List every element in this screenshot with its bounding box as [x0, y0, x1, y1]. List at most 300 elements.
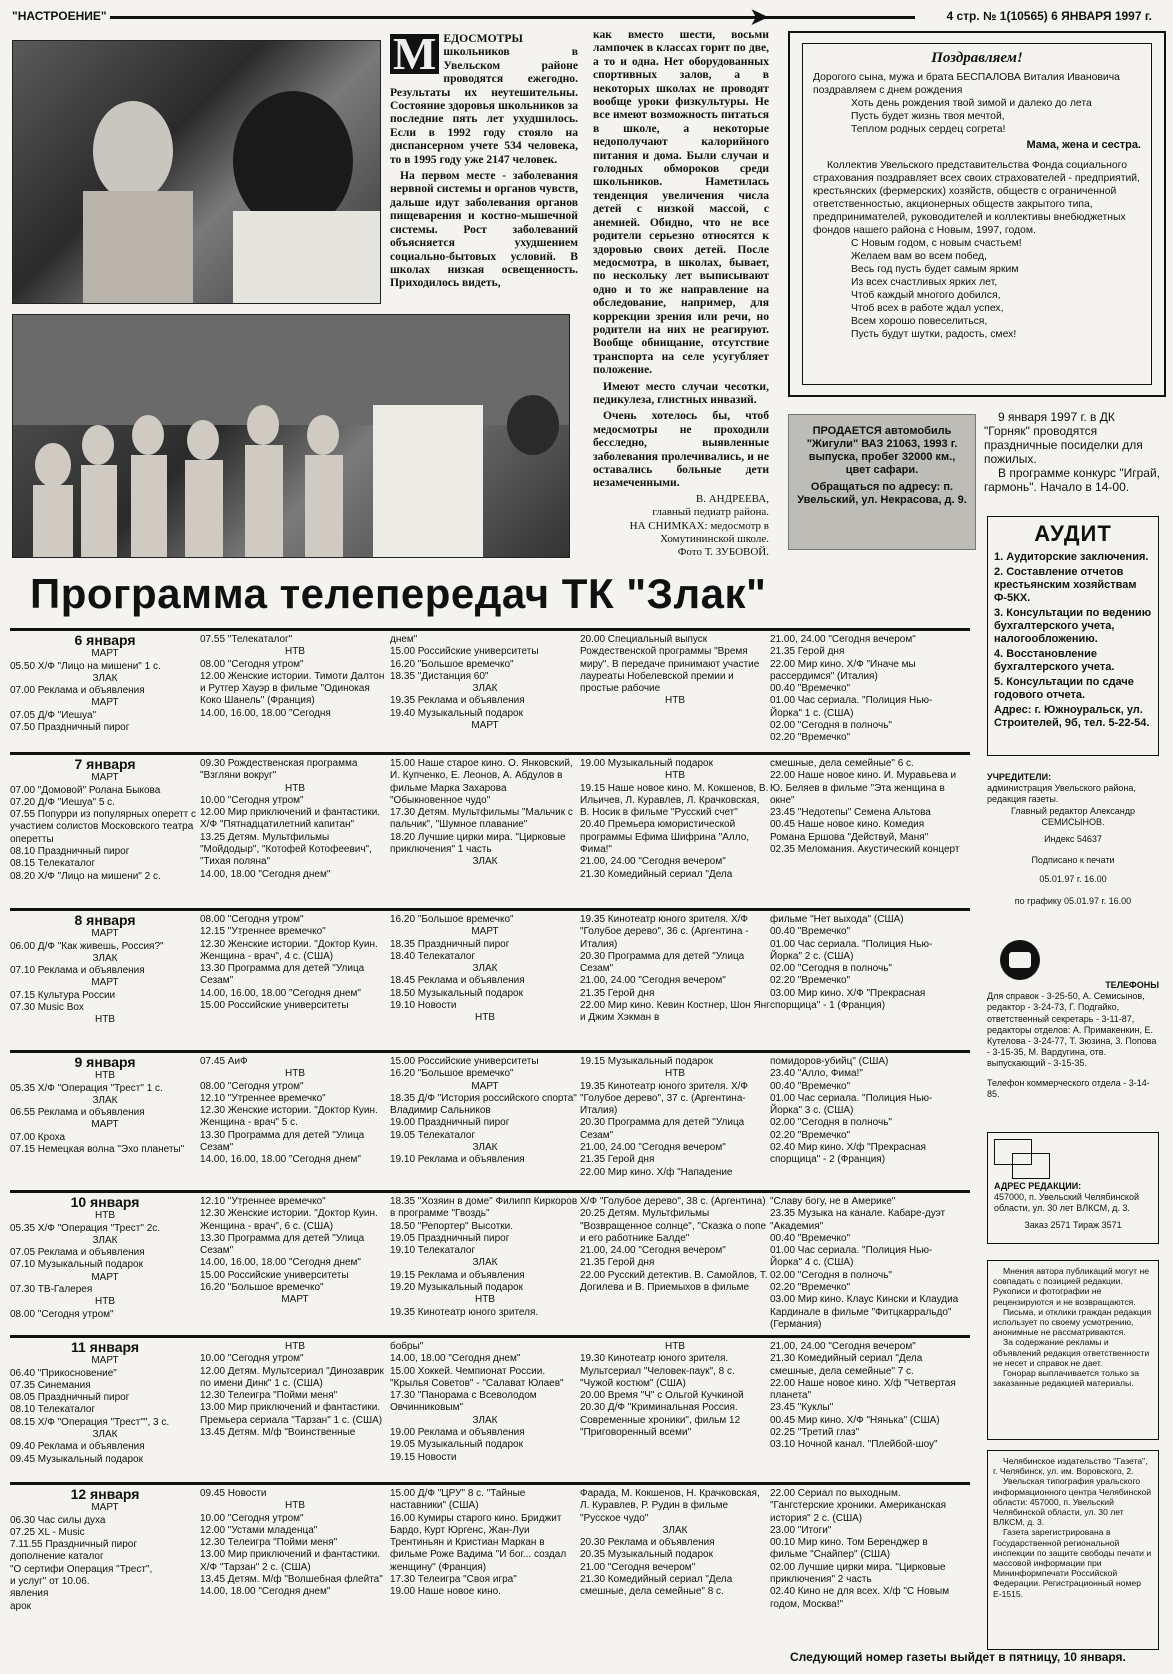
tv-listing: 21.00, 24.00 "Сегодня вечером" [770, 634, 916, 645]
tv-listing: 12.00 Детям. Мультсериал "Динозаврик по имени Динк" 1 с. (США) [200, 1365, 384, 1389]
tv-listing: Х/Ф "Голубое дерево", 38 с. (Аргентина) [580, 1196, 766, 1207]
tv-listing: 21.35 Герой дня [580, 1154, 655, 1166]
tv-column [390, 1056, 580, 1167]
photo-schoolchildren [12, 314, 570, 558]
tv-listing: 06.00 Д/Ф "Как живешь, Россия?" [10, 940, 164, 952]
tv-listing: 02.20 "Времечко" [770, 1129, 851, 1141]
tv-listing: 02.20 "Времечко" [770, 975, 851, 987]
tv-listing: Фарада, М. Кокшенов, Н. Крачковская, Л. Куравлев, Р. Рудин в фильме "Русское чудо" [580, 1488, 760, 1524]
tv-listing: 18.20 Лучшие цирки мира. "Цирковые приключения" 1 часть [390, 831, 566, 856]
tv-listing: 02.40 Кино не для всех. Х/ф "С Новым годом, Москва!" [770, 1586, 950, 1610]
tv-channel-label: ЗЛАК [472, 856, 498, 868]
tv-channel-label: ЗЛАК [92, 1429, 118, 1441]
tv-listing: 15.00 Российские университеты [390, 646, 539, 658]
tv-listing: 17.30 Телеигра "Своя игра" [390, 1574, 517, 1586]
tv-column [580, 758, 770, 881]
tv-listing: 14.00, 16.00, 18.00 "Сегодня днем" [200, 1154, 361, 1166]
tv-listing: 19.00 Реклама и объявления [390, 1427, 525, 1439]
tv-listing: днем" [390, 634, 418, 645]
tv-listing: 07.30 Music Box [10, 1002, 84, 1014]
tv-channel-label: НТВ [285, 1500, 305, 1512]
tv-listing: 08.10 Праздничный пирог [10, 846, 130, 858]
tv-listing: 08.05 Праздничный пирог [10, 1392, 130, 1404]
tv-column [580, 1341, 770, 1439]
tv-column [770, 1341, 960, 1452]
tv-listing: 16.20 "Большое времечко" [390, 1068, 514, 1080]
tv-listing: 12.15 "Утреннее времечко" [200, 926, 326, 938]
poem-line: Из всех счастливых ярких лет, [851, 277, 998, 288]
tv-date: 8 января [74, 912, 136, 928]
tv-date: 10 января [70, 1194, 140, 1210]
tv-listing: 15.00 Д/Ф "ЦРУ" 8 с. "Тайные наставники" (США) [390, 1488, 526, 1512]
tv-listing: явления [10, 1588, 49, 1600]
poem-line: Желаем вам во всем побед, [851, 251, 987, 262]
founders-text: администрация Увельского района, редакция газеты. [987, 783, 1136, 805]
issue-info: 4 стр. № 1(10565) 6 ЯНВАРЯ 1997 г. [946, 9, 1152, 23]
tv-listing: 19.35 Кинотеатр юного зрителя. Х/Ф "Голубое дерево", 37 с. (Аргентина-Италия) [580, 1080, 749, 1117]
tv-column [10, 1341, 200, 1466]
tv-listing: 00.40 "Времечко" [770, 683, 851, 695]
section-name: "НАСТРОЕНИЕ" [12, 9, 107, 23]
tv-listing: 19.00 Музыкальный подарок [580, 758, 713, 769]
tv-listing: 15.00 Российские университеты [390, 1056, 539, 1067]
tv-listing: 10.00 "Сегодня утром" [200, 794, 304, 806]
tv-listing: 17.30 Детям. Мультфильмы "Мальчик с пальчик", "Шумное плавание" [390, 807, 573, 831]
tv-listing: 07.15 Немецкая волна "Эхо планеты" [10, 1144, 185, 1156]
greeting-box [788, 31, 1166, 397]
note: За содержание рекламы и объявлений редакция ответственности не несет и справок не дает. [993, 1337, 1150, 1368]
tv-listing: 07.15 Культура России [10, 989, 116, 1001]
tv-channel-label: НТВ [475, 1294, 495, 1306]
tv-listing: 19.05 Музыкальный подарок [390, 1439, 523, 1451]
tv-column [770, 1196, 960, 1331]
header-ornament-icon: ➤ [750, 4, 769, 29]
tv-listing: 22.00 Мир кино. Х/Ф "Иначе мы рассердимся" (Италия) [770, 658, 916, 682]
tv-listing: 22.00 Наше новое кино. И. Муравьева и Ю. Беляев в фильме "Эта женщина в окне" [770, 770, 957, 806]
tv-listing: 16.00 Кумиры старого кино. Бриджит Бардо, Курт Юргенс, Жан-Луи Трентиньян и Кристиан Маркан в фильме Роже Вадима "И бог... создал женщину" (Франция) [390, 1512, 567, 1573]
tv-channel-label: МАРТ [281, 1294, 309, 1306]
tv-column [200, 914, 390, 1012]
tv-listing: 20.25 Детям. Мультфильмы "Возвращенное солнце", "Сказка о попе и его работнике Балде" [580, 1208, 767, 1244]
tv-column [770, 1056, 960, 1167]
tv-listing: 06.40 "Прикосновение" [10, 1367, 117, 1379]
tv-listing: 16.20 "Большое времечко" [200, 1282, 324, 1294]
tv-listing: 21.35 Герой дня [580, 1257, 655, 1269]
tv-listing: 08.20 Х/Ф "Лицо на мишени" 2 с. [10, 870, 161, 882]
tv-listing: 03.00 Мир кино. Х/Ф "Прекрасная спорщица" - 1 (Франция) [770, 987, 926, 1012]
tv-column [200, 1056, 390, 1167]
tv-listing: 07.50 Праздничный пирог [10, 722, 130, 734]
car-ad-contact: Обращаться по адресу: п. Увельский, ул. Некрасова, д. 9. [797, 481, 967, 506]
tv-day-block [10, 752, 970, 911]
tv-listing: 02.20 "Времечко" [770, 732, 851, 744]
tv-listing: 19.35 Реклама и объявления [390, 695, 525, 707]
tv-listing: 13.30 Программа для детей "Улица Сезам" [200, 1129, 365, 1154]
index-line: Индекс 54637 [1044, 834, 1102, 845]
dk-notice-text-2: В программе конкурс "Играй, гармонь". Начало в 14-00. [984, 466, 1161, 494]
article-p5: Очень хотелось бы, чтоб медосмотры не проходили бесследно, выявленные заболевания пролечивались, и не оставались больные дети незамеченными. [593, 409, 769, 490]
tv-channel-label: ЗЛАК [472, 683, 498, 695]
photo-children-line-icon [13, 315, 569, 557]
tv-listing: 19.15 Музыкальный подарок [580, 1056, 713, 1067]
tv-channel-label: МАРТ [471, 926, 499, 938]
tv-listing: 20.00 Время "Ч" с Ольгой Кучкиной [580, 1390, 744, 1402]
tv-channel-label: НТВ [665, 1341, 685, 1352]
poem-line: Чтоб каждый многого добился, [851, 290, 1001, 301]
tv-column [390, 914, 580, 1025]
tv-channel-label: НТВ [285, 1341, 305, 1352]
tv-listing: 05.50 Х/Ф "Лицо на мишени" 1 с. [10, 660, 161, 672]
tv-column [580, 1196, 770, 1294]
tv-channel-label: ЗЛАК [662, 1524, 688, 1536]
tv-listing: 19.40 Музыкальный подарок [390, 707, 523, 719]
tv-listing: 18.50 "Репортер" Высотки. [390, 1220, 514, 1232]
car-sale-ad [788, 414, 976, 550]
tv-listing: 15.00 Хоккей. Чемпионат России. "Крылья Советов" - "Салават Юлаев" [390, 1365, 564, 1389]
tv-column [200, 634, 390, 720]
tv-listing: арок [10, 1600, 32, 1612]
photo-medical-exam [12, 40, 381, 304]
tv-listing: 21.00, 24.00 "Сегодня вечером" [770, 1341, 916, 1352]
tv-listing: 00.10 Мир кино. Том Беренджер в фильме "Снайпер" (США) [770, 1537, 928, 1561]
order-info: Заказ 2571 Тираж 3571 [1024, 1220, 1122, 1230]
tv-listing: и услуг" от 10.06. [10, 1576, 90, 1588]
header-rule [110, 16, 915, 19]
tv-column [10, 1488, 200, 1613]
poem-line: Пусть будут шутки, радость, смех! [851, 329, 1017, 340]
article-author: В. АНДРЕЕВА, [695, 492, 769, 505]
tv-channel-label: НТВ [285, 1068, 305, 1080]
tv-column [390, 758, 580, 869]
note: Гонорар выплачивается только за заказанные редакцией материалы. [993, 1368, 1139, 1389]
tv-listing: 09.30 Рождественская программа "Взгляни вокруг" [200, 758, 358, 782]
tv-listing: 07.55 Попурри из популярных оперетт с участием солистов Московского театра оперетты [10, 809, 197, 845]
tv-date: 7 января [74, 756, 136, 772]
tv-date: 9 января [74, 1054, 136, 1070]
tv-channel-label: ЗЛАК [92, 672, 118, 684]
tv-day-block [10, 1482, 970, 1655]
photo-boy-doctor-icon [13, 41, 380, 303]
tv-listing: 19.05 Праздничный пирог [390, 1232, 510, 1244]
audit-item: 3. Консультации по ведению бухгалтерского учета, налогообложению. [994, 607, 1152, 645]
article-p3: как вместо шести, восьми лампочек в классах горит по две, а то и одна. Нет оборудованных спортивных залов, а в некоторых школах не проводят вообще уроки физкультуры. Не все имеют возможность питаться в школе, а некоторые недополучают калорийного питания и дома. Были случаи и голодных обмороков среди школьников. Наметилась тенденция увеличения числа детей с низкой массой, с анемией. Обидно, что не все родители серьезно относятся к здоровью своих детей. После медосмотра, в школах, бывает, по нескольку лет выписывают одно и то же направление на обследование, например, для коррекции зрения или речи, но родители на них не реагируют. Вообще обнищание, отсутствие транспорта на селе усугубляет положение. [593, 28, 769, 377]
tv-day-block [10, 1050, 970, 1193]
tv-channel-label: МАРТ [91, 1502, 119, 1514]
tv-listing: 13.25 Детям. Мультфильмы "Мойдодыр", "Котофей Котофеевич", "Тихая поляна" [200, 831, 372, 868]
tv-listing: 02.25 "Третий глаз" [770, 1427, 860, 1439]
tv-listing: 20.35 Музыкальный подарок [580, 1549, 713, 1561]
tv-column [390, 1341, 580, 1464]
poem-line: С Новым годом, с новым счастьем! [851, 238, 1022, 249]
tv-listing: 20.30 Реклама и объявления [580, 1537, 715, 1549]
tv-date: 6 января [74, 632, 136, 648]
publisher-info [987, 1450, 1159, 1650]
greeting-signature: Мама, жена и сестра. [1026, 139, 1141, 151]
tv-channel-label: НТВ [475, 1012, 495, 1024]
tv-listing: 05.35 Х/Ф "Операция "Трест" 2с. [10, 1222, 161, 1234]
tv-listing: 18.45 Реклама и объявления [390, 975, 525, 987]
article-p1: ЕДОСМОТРЫ школьников в Увельском районе проводятся ежегодно. Результаты их неутешительны. Состояние здоровья школьников за последние пять лет ухудшилось. Если в 1992 году стояло на диспансерном учете 534 человека, то в 1995 году уже 2147 человек. [390, 32, 578, 166]
tv-column [580, 1056, 770, 1179]
tv-column [580, 634, 770, 708]
tv-listing: 07.25 XL - Music [10, 1526, 85, 1538]
tv-listing: 13.45 Детям. М/ф "Волшебная флейта" [200, 1574, 383, 1586]
tv-column [10, 758, 200, 883]
greeting-title: Поздравляем! [931, 50, 1023, 66]
editorial-notes [987, 1260, 1159, 1440]
article-author-role: главный педиатр района. [652, 506, 769, 519]
tv-listing: 05.35 Х/Ф "Операция "Трест" 1 с. [10, 1082, 163, 1094]
publisher-line: Челябинское издательство "Газета", г. Челябинск, ул. им. Воровского, 2. [993, 1456, 1148, 1477]
tv-listing: 07.05 Реклама и объявления [10, 1247, 145, 1259]
masthead-phones [987, 980, 1159, 1100]
tv-listing: 07.35 Синемания [10, 1379, 91, 1391]
greeting-poem-2 [813, 237, 1141, 341]
tv-listing: 08.00 "Сегодня утром" [200, 658, 304, 670]
tv-listing: 18.40 Телекаталог [390, 950, 476, 962]
dk-notice [984, 410, 1162, 494]
audit-title: АУДИТ [1034, 521, 1112, 546]
tv-listing: 22.00 Сериал по выходным. "Гангстерские хроники. Американская история" 2 с. (США) [770, 1488, 947, 1524]
tv-channel-label: НТВ [95, 1296, 115, 1308]
greeting-poem-1 [813, 97, 1141, 136]
phones-label: ТЕЛЕФОНЫ [1105, 980, 1159, 990]
tv-listing: 07.30 ТВ-Галерея [10, 1284, 93, 1296]
tv-column [390, 1488, 580, 1599]
tv-listing: 08.00 "Сегодня утром" [10, 1308, 114, 1320]
tv-listing: 02.00 Лучшие цирки мира. "Цирковые приключения" 2 часть [770, 1561, 946, 1586]
tv-listing: 12.00 Мир приключений и фантастики. Х/Ф "Пятнадцатилетний капитан" [200, 807, 381, 831]
tv-channel-label: МАРТ [91, 1355, 119, 1367]
tv-listing: 14.00, 16.00, 18.00 "Сегодня днем" [200, 987, 361, 999]
poem-line: Пусть будет жизнь твоя мечтой, [851, 111, 1005, 122]
tv-channel-label: МАРТ [91, 772, 119, 784]
tv-listing: 07.00 "Домовой" Ролана Быкова [10, 784, 161, 796]
tv-listing: 07.05 Д/Ф "Иешуа" [10, 709, 97, 721]
tv-listing: 15.00 Российские университеты [200, 1269, 349, 1281]
editor-line: Главный редактор Александр СЕМИСЫНОВ. [1010, 805, 1136, 827]
article-p4: Имеют место случаи чесотки, педикулеза, глистных инвазий. [593, 379, 769, 406]
tv-listing: 02.35 Меломания. Акустический концерт [770, 844, 960, 856]
article-col-1 [390, 28, 578, 293]
audit-ad [987, 516, 1159, 756]
tv-listing: 19.00 Наше новое кино. [390, 1586, 501, 1598]
tv-listing: 14.00, 18.00 "Сегодня днем" [200, 868, 331, 880]
tv-program-title: Программа телепередач ТК "Злак" [30, 570, 767, 617]
tv-listing: 07.00 Реклама и объявления [10, 685, 145, 697]
tv-listing: 07.55 "Телекаталог" [200, 634, 293, 645]
tv-column [770, 1488, 960, 1611]
tv-listing: 00.40 "Времечко" [770, 1080, 851, 1092]
tv-channel-label: НТВ [285, 646, 305, 658]
page-header [10, 6, 1160, 28]
tv-column [770, 758, 960, 856]
note: Мнения автора публикаций могут не совпадать с позицией редакции. Рукописи и фотографии не рецензируются и не возвращаются. [993, 1266, 1149, 1307]
tv-listing: 12.30 Телеигра "Пойми меня" [200, 1390, 338, 1402]
article-col-2 [593, 28, 769, 560]
tv-channel-label: ЗЛАК [92, 1234, 118, 1246]
tv-listing: бобры" [390, 1341, 424, 1352]
tv-channel-label: ЗЛАК [472, 1414, 498, 1426]
note: Письма, и отклики граждан редакция использует по своему усмотрению, анонимные не рассматриваются. [993, 1306, 1152, 1338]
tv-listing: 19.20 Музыкальный подарок [390, 1282, 523, 1294]
address-text: 457000, п. Увельский Челябинской области, ул. 30 лет ВЛКСМ, д. 3. [994, 1192, 1139, 1213]
tv-listing: 18.35 "Хозяин в доме" Филипп Киркоров в программе "Гвоздь" [390, 1196, 578, 1220]
tv-listing: 12.30 Женские истории. "Доктор Куин. Женщина - врач" 5 с. [200, 1105, 378, 1129]
tv-day-block [10, 628, 970, 755]
tv-listing: 06.30 Час силы духа [10, 1514, 106, 1526]
tv-listing: 13.00 Мир приключений и фантастики. Х/Ф "Тарзан" 2 с. (США) [200, 1549, 381, 1573]
tv-column [200, 1196, 390, 1307]
tv-column [10, 1196, 200, 1321]
tv-listing: 17.30 "Панорама с Всеволодом Овчинниковым" [390, 1390, 537, 1414]
tv-listing: 08.00 "Сегодня утром" [200, 914, 304, 925]
tv-column [770, 914, 960, 1012]
tv-listing: 07.00 Кроха [10, 1131, 66, 1143]
tv-column [390, 1196, 580, 1319]
tv-column [390, 634, 580, 732]
poem-line: Весь год пусть будет самым ярким [851, 264, 1019, 275]
tv-listing: 13.00 Мир приключений и фантастики. Премьера сериала "Тарзан" 1 с. (США) [200, 1402, 383, 1426]
tv-listing: 10.00 "Сегодня утром" [200, 1512, 304, 1524]
address-box [987, 1132, 1159, 1244]
audit-item: 4. Восстановление бухгалтерского учета. [994, 648, 1115, 673]
tv-listing: 18.35 "Дистанция 60" [390, 670, 489, 682]
tv-listing: 14.00, 16.00, 18.00 "Сегодня [200, 707, 331, 719]
tv-listing: 23.00 "Итоги" [770, 1524, 832, 1536]
poem-line: Чтоб всех в работе ждал успех, [851, 303, 1004, 314]
tv-listing: 19.15 Новости [390, 1451, 457, 1463]
tv-listing: 21.35 Герой дня [580, 987, 655, 999]
signed-label: Подписано к печати [1031, 855, 1115, 866]
tv-date: 12 января [70, 1486, 140, 1502]
tv-listing: помидоров-убийц" (США) [770, 1056, 889, 1067]
tv-channel-label: МАРТ [471, 720, 499, 732]
tv-listing: 20.00 Специальный выпуск Рождественской программы "Время миру". В передаче принимают участие лауреаты Нобелевской премии и простые рабочие [580, 634, 760, 695]
tv-listing: 19.10 Телекаталог [390, 1245, 476, 1257]
tv-listing: 21.30 Комедийный сериал "Дела [580, 868, 733, 880]
tv-listing: "Славу богу, не в Америке" [770, 1196, 896, 1207]
tv-day-block [10, 908, 970, 1053]
tv-listing: 12.00 "Устами младенца" [200, 1524, 318, 1536]
tv-listing: 12.10 "Утреннее времечко" [200, 1092, 326, 1104]
tv-listing: дополнение каталог [10, 1551, 104, 1563]
tv-listing: 09.40 Реклама и объявления [10, 1441, 145, 1453]
publisher-line: Газета зарегистрирована в Государственной региональной инспекции по защите свободы печати и массовой информации при Мининформпечати Российской Федерации. Регистрационный номер Е-1515. [993, 1527, 1152, 1599]
tv-listing: 19.15 Реклама и объявления [390, 1269, 525, 1281]
tv-listing: 19.30 Кинотеатр юного зрителя. Мультсериал "Человек-паук", 8 с. "Чужой костюм" (США) [580, 1353, 735, 1389]
tv-listing: 22.00 Русский детектив. В. Самойлов, Т. Догилева и В. Приемыхов в фильме [580, 1269, 768, 1294]
tv-listing: 22.00 Мир кино. Кевин Костнер, Шон Янг и Джим Хэкман в [580, 1000, 770, 1024]
poem-line: Теплом родных сердец согрета! [851, 124, 1006, 135]
tv-channel-label: НТВ [665, 770, 685, 782]
tv-column [10, 634, 200, 734]
tv-channel-label: МАРТ [91, 1271, 119, 1283]
tv-listing: 12.30 Женские истории. "Доктор Куин. Женщина - врач", 6 с. (США) [200, 1208, 378, 1232]
tv-listing: 18.35 Д/Ф "История российского спорта" Владимир Сальников [390, 1092, 577, 1117]
address-label: АДРЕС РЕДАКЦИИ: [994, 1181, 1082, 1191]
tv-listing: 12.30 Телеигра "Пойми меня" [200, 1537, 338, 1549]
tv-listing: 19.35 Кинотеатр юного зрителя. [390, 1306, 539, 1318]
tv-listing: 23.45 "Недотепы" Семена Альтова [770, 807, 931, 819]
tv-listing: 15.00 Наше старое кино. О. Янковский, И. Купченко, Е. Леонов, А. Абдулов в фильме Марка Захарова "Обыкновенное чудо" [390, 758, 573, 806]
tv-listing: 22.00 Наше новое кино. Х/ф "Четвертая планета" [770, 1377, 956, 1402]
tv-channel-label: ЗЛАК [472, 963, 498, 975]
commercial-phone: Телефон коммерческого отдела - 3-14-85. [987, 1077, 1150, 1099]
tv-listing: 21.00, 24.00 "Сегодня вечером" [580, 1245, 726, 1257]
tv-listing: фильме "Нет выхода" (США) [770, 914, 904, 925]
tv-column [200, 1341, 390, 1439]
greeting-text-2: Коллектив Увельского представительства Фонда социального страхования поздравляет всех своих страхователей - предприятий, крестьянских (фермерских) хозяйств, обществ с ограниченной ответственностью, акционерных обществ закрытого типа, предпринимателей, руководителей и коллективы внебюджетных фондов нашего района с Новым, 1997, годом. [813, 160, 1140, 236]
tv-listing: 12.00 Женские истории. Тимоти Далтон и Рутгер Хауэр в фильме "Одинокая Коко Шанель" (Франция) [200, 670, 385, 707]
tv-channel-label: ЗЛАК [472, 1142, 498, 1154]
tv-channel-label: НТВ [285, 782, 305, 794]
tv-listing: 16.20 "Большое времечко" [390, 658, 514, 670]
tv-listing: 18.35 Праздничный пирог [390, 938, 510, 950]
tv-listing: 07.45 АиФ [200, 1056, 248, 1067]
audit-item: 1. Аудиторские заключения. [994, 551, 1149, 563]
tv-listing: 02.00 "Сегодня в полночь" [770, 963, 892, 975]
tv-listing: 00.45 Мир кино. Х/Ф "Нянька" (США) [770, 1414, 940, 1426]
tv-channel-label: МАРТ [91, 928, 119, 940]
tv-channel-label: НТВ [95, 1014, 115, 1026]
dk-notice-text: 9 января 1997 г. в ДК "Горняк" проводятся праздничные посиделки для пожилых. [984, 410, 1143, 466]
tv-listing: 00.40 "Времечко" [770, 1232, 851, 1244]
tv-channel-label: НТВ [665, 1068, 685, 1080]
tv-listing: 21.30 Комедийный сериал "Дела смешные, дела семейные" 8 с. [580, 1574, 733, 1598]
tv-channel-label: МАРТ [91, 697, 119, 709]
tv-listing: 14.00, 18.00 "Сегодня днем" [390, 1353, 521, 1365]
tv-listing: 7.11.55 Праздничный пирог [10, 1539, 137, 1551]
tv-channel-label: МАРТ [91, 977, 119, 989]
tv-listing: 20.30 Д/Ф "Криминальная Россия. Современные хроники", фильм 12 "Приговоренный всеми" [580, 1402, 741, 1439]
tv-channel-label: МАРТ [471, 1080, 499, 1092]
tv-listing: 01.00 Час сериала. "Полиция Нью-Йорка" 3 с. (США) [770, 1092, 933, 1117]
tv-listing: 12.10 "Утреннее времечко" [200, 1196, 326, 1207]
tv-listing: 19.15 Наше новое кино. М. Кокшенов, В. Ильичев, Л. Куравлев, Л. Крачковская, В. Носик в фильме "Русский счет" [580, 782, 769, 819]
tv-channel-label: НТВ [95, 1210, 115, 1222]
masthead-founders [987, 772, 1159, 907]
tv-listing: 21.00, 24.00 "Сегодня вечером" [580, 856, 726, 868]
tv-listing: 15.00 Российские университеты [200, 1000, 349, 1012]
car-ad-text: ПРОДАЕТСЯ автомобиль "Жигули" ВАЗ 21063, 1993 г. выпуска, пробег 32000 км., цвет сафари. [806, 425, 958, 476]
tv-channel-label: НТВ [665, 695, 685, 707]
tv-listing: 08.15 Телекаталог [10, 858, 96, 870]
tv-column [10, 914, 200, 1027]
tv-listing: 00.45 Наше новое кино. Комедия Романа Ершова "Действуй, Маня" [770, 819, 929, 843]
phones-text: Для справок - 3-25-50, А. Семисынов, редактор - 3-24-73, Г. Подгайко, ответственный секретарь - 3-11-87, редакторы отделов: А. Примакенкин, Е. Кутелова - 3-24-77, Т. Зюзина, 3. Попова - 3-15-35, М. Вардугина, отв. выпускающий - 3-15-35. [987, 991, 1157, 1069]
tv-day-block [10, 1335, 970, 1485]
tv-listing: 19.00 Праздничный пирог [390, 1117, 510, 1129]
signed-date: 05.01.97 г. 16.00 [1039, 874, 1107, 885]
tv-listing: 08.00 "Сегодня утром" [200, 1080, 304, 1092]
tv-listing: 12.30 Женские истории. "Доктор Куин. Женщина - врач", 4 с. (США) [200, 938, 378, 962]
tv-channel-label: ЗЛАК [92, 1094, 118, 1106]
tv-listing: 21.00 "Сегодня вечером" [580, 1561, 696, 1573]
tv-listing: 01.00 Час сериала. "Полиция Нью-Йорка" 2 с. (США) [770, 938, 933, 962]
tv-listing: 23.40 "Алло, Фима!" [770, 1068, 863, 1080]
poem-line: Всем хорошо повеселиться, [851, 316, 988, 327]
tv-listing: 16.20 "Большое времечко" [390, 914, 514, 925]
tv-channel-label: ЗЛАК [92, 952, 118, 964]
tv-listing: 20.30 Программа для детей "Улица Сезам" [580, 1117, 745, 1141]
tv-listing: 21.00, 24.00 "Сегодня вечером" [580, 975, 726, 987]
tv-column [200, 758, 390, 881]
tv-listing: 03.00 Мир кино. Клаус Кински и Клаудиа Кардинале в фильме "Фитцкарральдо" (Германия) [770, 1294, 959, 1330]
tv-listing: 21.35 Герой дня [770, 646, 845, 658]
tv-listing: 18.50 Музыкальный подарок [390, 987, 523, 999]
audit-item: 5. Консультации по сдаче годового отчета. [994, 676, 1134, 701]
